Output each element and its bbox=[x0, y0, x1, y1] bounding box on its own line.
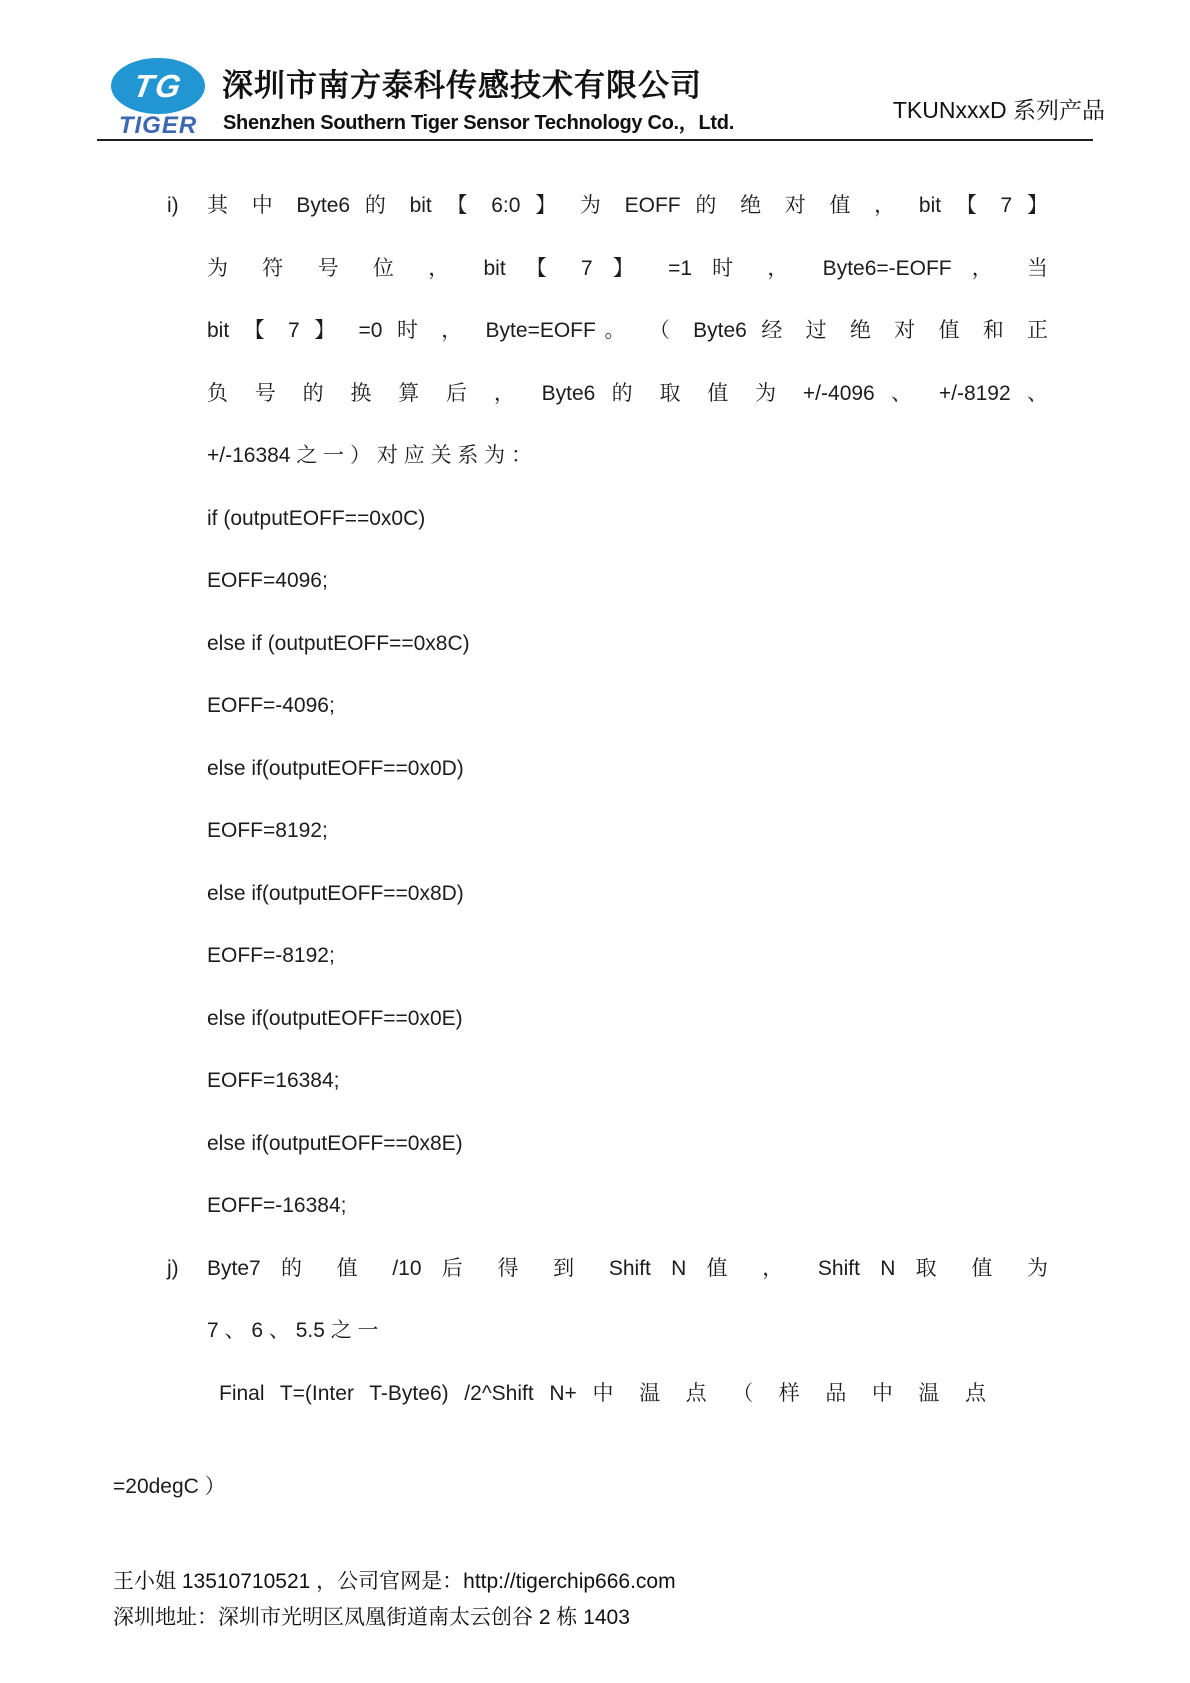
footer-address-line: 深圳地址：深圳市光明区凤凰街道南太云创谷 2 栋 1403 bbox=[113, 1605, 630, 1629]
code-line: EOFF=-16384; bbox=[207, 1194, 347, 1217]
code-line: EOFF=4096; bbox=[207, 569, 328, 592]
code-line: else if(outputEOFF==0x0D) bbox=[207, 756, 464, 780]
formula-line: Final T=(Inter T-Byte6) /2^Shift N+ 中 温 点 （ 样 品 中 温 点 bbox=[219, 1381, 986, 1405]
tiger-logo-word: TIGER bbox=[118, 112, 198, 139]
tiger-logo-icon bbox=[111, 58, 205, 114]
header-divider bbox=[97, 139, 1093, 141]
list-marker-j: j) bbox=[167, 1256, 179, 1280]
tiger-logo-monogram: TG bbox=[130, 68, 186, 104]
list-marker-i: i) bbox=[167, 194, 179, 217]
page-footer bbox=[113, 1564, 1190, 1636]
code-line: else if(outputEOFF==0x8D) bbox=[207, 881, 464, 905]
footer-contact-line: 王小姐 13510710521 ，公司官网是：http://tigerchip666.com bbox=[113, 1569, 676, 1593]
product-series-label: TKUNxxxD 系列产品 bbox=[892, 97, 1105, 123]
code-line: EOFF=16384; bbox=[207, 1069, 340, 1092]
document-body bbox=[113, 142, 1048, 1519]
paragraph-j-line: Byte7 的 值 /10 后 得 到 Shift N 值 ， Shift N 取 值 为 bbox=[207, 1256, 1048, 1280]
code-line: else if (outputEOFF==0x8C) bbox=[207, 631, 470, 655]
paragraph-i-line: 其 中 Byte6 的 bit 【 6:0 】 为 EOFF 的 绝 对 值 ， bit 【 7 】 bbox=[207, 194, 1048, 217]
code-line: EOFF=-8192; bbox=[207, 944, 335, 967]
code-line: EOFF=8192; bbox=[207, 819, 328, 842]
page-header bbox=[0, 0, 1190, 142]
paragraph-i-line: 为 符 号 位 ， bit 【 7 】 =1 时 ， Byte6=-EOFF ， 当 bbox=[207, 256, 1048, 280]
code-block bbox=[207, 488, 1048, 1238]
paragraph-i-line: 负 号 的 换 算 后 ， Byte6 的 取 值 为 +/-4096 、 +/-8192 、 bbox=[207, 381, 1048, 405]
note-line: =20degC ） bbox=[113, 1475, 226, 1498]
code-line: else if(outputEOFF==0x8E) bbox=[207, 1131, 463, 1155]
code-line: if (outputEOFF==0x0C) bbox=[207, 506, 426, 530]
company-name-en: Shenzhen Southern Tiger Sensor Technology Co.，Ltd. bbox=[223, 112, 734, 134]
code-line: else if(outputEOFF==0x0E) bbox=[207, 1006, 463, 1030]
paragraph-j-line: 7 、 6 、 5.5 之 一 bbox=[207, 1319, 379, 1342]
list-item-j bbox=[167, 1238, 1048, 1363]
paragraph-i-line: +/-16384 之 一 ） 对 应 关 系 为 ： bbox=[207, 444, 532, 467]
paragraph-i-line: bit 【 7 】 =0 时 ， Byte=EOFF。 （ Byte6 经 过 绝 对 值 和 正 bbox=[207, 319, 1048, 342]
company-name-cn: 深圳市南方泰科传感技术有限公司 bbox=[222, 68, 702, 103]
list-item-i bbox=[167, 175, 1048, 488]
code-line: EOFF=-4096; bbox=[207, 694, 335, 717]
